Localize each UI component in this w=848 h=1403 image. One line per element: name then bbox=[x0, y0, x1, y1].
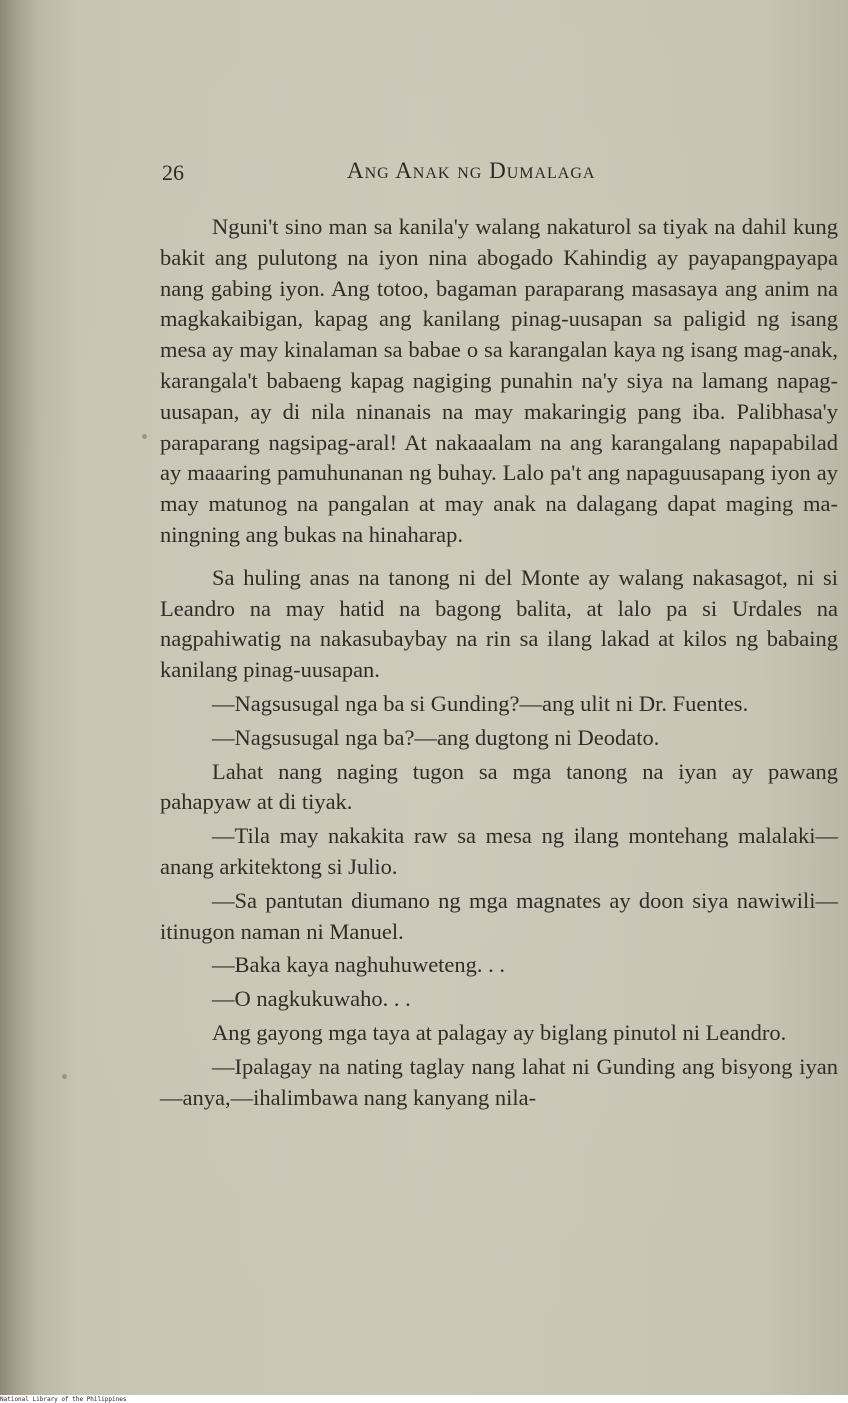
paragraph: Nguni't sino man sa kanila'y walang nakaturol sa tiyak na dahil kung bakit ang pulutong na iyon nina abogado Kahindig ay payapangpayapa nang gabing iyon. Ang totoo, bagaman paraparang masasaya ang anim na magkakaibigan, kapag ang kanilang pinag-uusapan sa paligid ng isang mesa ay may kinalaman sa babae o sa karangalan kaya ng isang mag-anak, karangala't babaeng kapag nagiging punahin na'y siya na lamang napag-uusapan, ay di nila ninanais na may makaringig pang iba. Palibhasa'y paraparang nagsipag-aral! At nakaaalam na ang karangalang napapabilad ay maaaring pamuhunanan ng buhay. Lalo pa't ang napaguusapang iyon ay may matunog na pangalan at may anak na dalagang dapat maging maningning ang bukas na hinaharap. bbox=[160, 214, 838, 547]
margin-speck bbox=[142, 434, 147, 439]
library-credit: National Library of the Philippines bbox=[0, 1396, 127, 1403]
paragraph: —O nagkukuwaho. . . bbox=[212, 986, 411, 1012]
body-text bbox=[160, 212, 838, 1113]
paragraph: —Ipalagay na nating taglay nang lahat ni Gunding ang bisyong iyan—anya,—ihalimbawa nang kanyang nila- bbox=[160, 1053, 838, 1110]
paragraph: —Baka kaya naghuhuweteng. . . bbox=[212, 952, 506, 978]
paragraph: —Nagsusugal nga ba si Gunding?—ang ulit ni Dr. Fuentes. bbox=[212, 690, 749, 716]
paragraph: —Nagsusugal nga ba?—ang dugtong ni Deodato. bbox=[212, 724, 660, 750]
paragraph: Sa huling anas na tanong ni del Monte ay walang nakasagot, ni si Leandro na may hatid na bagong balita, at lalo pa si Urdales na nagpahiwatig na nakasubaybay na rin sa ilang lakad at kilos ng babaing kanilang pinag-uusapan. bbox=[160, 564, 838, 683]
paragraph: Ang gayong mga taya at palagay ay biglang pinutol ni Leandro. bbox=[212, 1019, 787, 1045]
page-header bbox=[160, 156, 840, 188]
page-number: 26 bbox=[162, 160, 184, 185]
running-title: Ang Anak ng Dumalaga bbox=[347, 158, 596, 183]
margin-speck bbox=[62, 1074, 67, 1079]
paragraph: —Tila may nakakita raw sa mesa ng ilang montehang malalaki—anang arkitektong si Julio. bbox=[160, 823, 838, 879]
paragraph: Lahat nang naging tugon sa mga tanong na iyan ay pawang pahapyaw at di tiyak. bbox=[160, 758, 838, 815]
paragraph: —Sa pantutan diumano ng mga magnates ay doon siya nawiwili—itinugon naman ni Manuel. bbox=[160, 887, 838, 944]
